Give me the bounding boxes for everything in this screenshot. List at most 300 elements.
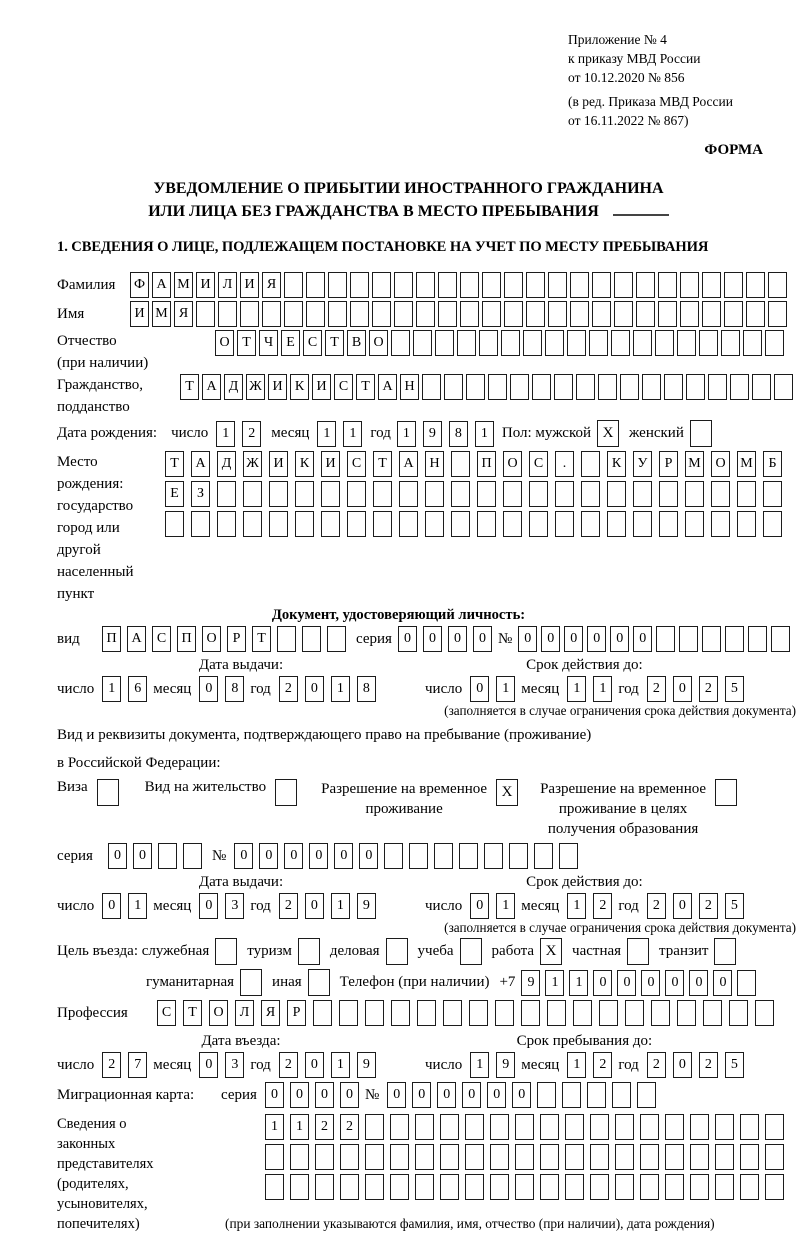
migration-number-box[interactable]: 0	[437, 1082, 456, 1108]
birth-place-char-box[interactable]	[269, 511, 288, 537]
temp-permit-box[interactable]: X	[496, 779, 518, 806]
representatives-char-box[interactable]	[365, 1114, 384, 1140]
profession-char-box[interactable]	[417, 1000, 436, 1026]
birth-place-char-box[interactable]	[451, 451, 470, 477]
migration-number-box[interactable]: 0	[387, 1082, 406, 1108]
citizenship-char-box[interactable]: К	[290, 374, 309, 400]
stay-year-box[interactable]: 2	[699, 1052, 718, 1078]
entry-day-box[interactable]: 7	[128, 1052, 147, 1078]
issue-day-box[interactable]: 0	[102, 893, 121, 919]
representatives-char-box[interactable]	[740, 1174, 759, 1200]
surname-char-box[interactable]: Л	[218, 272, 237, 298]
phone-digit-box[interactable]: 1	[569, 970, 588, 996]
profession-char-box[interactable]	[469, 1000, 488, 1026]
citizenship-char-box[interactable]: А	[378, 374, 397, 400]
name-char-box[interactable]	[636, 301, 655, 327]
birth-place-char-box[interactable]	[243, 511, 262, 537]
surname-char-box[interactable]: Я	[262, 272, 281, 298]
representatives-char-box[interactable]	[415, 1144, 434, 1170]
birth-place-char-box[interactable]	[737, 511, 756, 537]
surname-char-box[interactable]	[394, 272, 413, 298]
representatives-char-box[interactable]	[690, 1174, 709, 1200]
name-char-box[interactable]	[702, 301, 721, 327]
profession-char-box[interactable]: С	[157, 1000, 176, 1026]
doc-kind-char-box[interactable]: Т	[252, 626, 271, 652]
residence-number-box[interactable]: 0	[284, 843, 303, 869]
birth-place-char-box[interactable]	[477, 481, 496, 507]
issue-month-box[interactable]: 3	[225, 893, 244, 919]
profession-char-box[interactable]: О	[209, 1000, 228, 1026]
representatives-char-box[interactable]	[390, 1144, 409, 1170]
representatives-char-box[interactable]	[590, 1174, 609, 1200]
migration-number-box[interactable]	[612, 1082, 631, 1108]
doc-kind-char-box[interactable]: А	[127, 626, 146, 652]
citizenship-char-box[interactable]	[444, 374, 463, 400]
name-char-box[interactable]	[570, 301, 589, 327]
entry-year-box[interactable]: 9	[357, 1052, 376, 1078]
citizenship-char-box[interactable]: И	[268, 374, 287, 400]
entry-day-box[interactable]: 2	[102, 1052, 121, 1078]
doc-kind-char-box[interactable]	[302, 626, 321, 652]
citizenship-char-box[interactable]	[488, 374, 507, 400]
doc-kind-char-box[interactable]	[277, 626, 296, 652]
citizenship-char-box[interactable]: Т	[180, 374, 199, 400]
name-char-box[interactable]	[218, 301, 237, 327]
citizenship-char-box[interactable]: И	[312, 374, 331, 400]
representatives-char-box[interactable]	[290, 1174, 309, 1200]
representatives-char-box[interactable]	[615, 1114, 634, 1140]
doc-number-box[interactable]: 0	[518, 626, 537, 652]
patronymic-char-box[interactable]	[589, 330, 608, 356]
birth-place-char-box[interactable]	[451, 511, 470, 537]
name-char-box[interactable]	[724, 301, 743, 327]
birth-place-char-box[interactable]	[347, 511, 366, 537]
birth-place-char-box[interactable]: К	[607, 451, 626, 477]
representatives-char-box[interactable]: 2	[315, 1114, 334, 1140]
stay-month-box[interactable]: 2	[593, 1052, 612, 1078]
birth-place-char-box[interactable]	[529, 511, 548, 537]
birth-place-char-box[interactable]: Д	[217, 451, 236, 477]
expiry-year-box[interactable]: 5	[725, 893, 744, 919]
name-char-box[interactable]: М	[152, 301, 171, 327]
birth-place-char-box[interactable]	[425, 481, 444, 507]
profession-char-box[interactable]	[599, 1000, 618, 1026]
migration-series-box[interactable]: 0	[315, 1082, 334, 1108]
doc-number-box[interactable]	[656, 626, 675, 652]
patronymic-char-box[interactable]	[743, 330, 762, 356]
residence-number-box[interactable]	[459, 843, 478, 869]
birth-place-char-box[interactable]	[373, 481, 392, 507]
surname-char-box[interactable]	[482, 272, 501, 298]
residence-series-box[interactable]	[183, 843, 202, 869]
profession-char-box[interactable]	[573, 1000, 592, 1026]
migration-number-box[interactable]: 0	[512, 1082, 531, 1108]
representatives-char-box[interactable]	[765, 1114, 784, 1140]
patronymic-char-box[interactable]	[523, 330, 542, 356]
name-char-box[interactable]	[306, 301, 325, 327]
purpose-box[interactable]	[240, 969, 262, 996]
surname-char-box[interactable]	[570, 272, 589, 298]
residence-number-box[interactable]: 0	[259, 843, 278, 869]
profession-char-box[interactable]	[339, 1000, 358, 1026]
surname-char-box[interactable]	[592, 272, 611, 298]
representatives-char-box[interactable]	[490, 1114, 509, 1140]
birth-place-char-box[interactable]: А	[399, 451, 418, 477]
migration-series-box[interactable]: 0	[290, 1082, 309, 1108]
patronymic-char-box[interactable]	[677, 330, 696, 356]
birth-place-char-box[interactable]: Е	[165, 481, 184, 507]
birth-place-char-box[interactable]	[737, 481, 756, 507]
birth-place-char-box[interactable]: О	[711, 451, 730, 477]
visa-box[interactable]	[97, 779, 119, 806]
patronymic-char-box[interactable]	[655, 330, 674, 356]
name-char-box[interactable]	[394, 301, 413, 327]
name-char-box[interactable]	[526, 301, 545, 327]
issue-year-box[interactable]: 0	[305, 676, 324, 702]
migration-series-box[interactable]: 0	[340, 1082, 359, 1108]
expiry-day-box[interactable]: 1	[496, 676, 515, 702]
birth-place-char-box[interactable]	[191, 511, 210, 537]
entry-month-box[interactable]: 3	[225, 1052, 244, 1078]
birth-place-char-box[interactable]	[269, 481, 288, 507]
migration-number-box[interactable]	[537, 1082, 556, 1108]
expiry-year-box[interactable]: 5	[725, 676, 744, 702]
surname-char-box[interactable]	[372, 272, 391, 298]
representatives-char-box[interactable]	[515, 1144, 534, 1170]
expiry-year-box[interactable]: 2	[699, 893, 718, 919]
stay-year-box[interactable]: 5	[725, 1052, 744, 1078]
name-char-box[interactable]	[504, 301, 523, 327]
representatives-char-box[interactable]	[415, 1114, 434, 1140]
birth-place-char-box[interactable]	[685, 481, 704, 507]
issue-year-box[interactable]: 1	[331, 676, 350, 702]
purpose-box[interactable]: X	[540, 938, 562, 965]
citizenship-char-box[interactable]	[708, 374, 727, 400]
representatives-char-box[interactable]	[390, 1174, 409, 1200]
representatives-char-box[interactable]	[265, 1174, 284, 1200]
representatives-char-box[interactable]	[715, 1114, 734, 1140]
birth-year-box[interactable]: 1	[475, 421, 494, 447]
birth-day-box[interactable]: 1	[216, 421, 235, 447]
name-char-box[interactable]	[416, 301, 435, 327]
name-char-box[interactable]	[548, 301, 567, 327]
citizenship-char-box[interactable]	[642, 374, 661, 400]
surname-char-box[interactable]: М	[174, 272, 193, 298]
birth-place-char-box[interactable]	[659, 511, 678, 537]
birth-place-char-box[interactable]: М	[685, 451, 704, 477]
purpose-box[interactable]	[215, 938, 237, 965]
entry-year-box[interactable]: 0	[305, 1052, 324, 1078]
birth-place-char-box[interactable]: Ж	[243, 451, 262, 477]
profession-char-box[interactable]	[729, 1000, 748, 1026]
phone-digit-box[interactable]: 0	[713, 970, 732, 996]
name-char-box[interactable]	[438, 301, 457, 327]
citizenship-char-box[interactable]	[422, 374, 441, 400]
birth-place-char-box[interactable]: С	[347, 451, 366, 477]
surname-char-box[interactable]	[328, 272, 347, 298]
issue-month-box[interactable]: 8	[225, 676, 244, 702]
entry-year-box[interactable]: 2	[279, 1052, 298, 1078]
birth-place-char-box[interactable]	[295, 511, 314, 537]
representatives-char-box[interactable]	[540, 1114, 559, 1140]
representatives-char-box[interactable]	[465, 1114, 484, 1140]
doc-number-box[interactable]	[725, 626, 744, 652]
name-char-box[interactable]	[768, 301, 787, 327]
citizenship-char-box[interactable]	[554, 374, 573, 400]
birth-place-char-box[interactable]: С	[529, 451, 548, 477]
birth-place-char-box[interactable]	[503, 511, 522, 537]
representatives-char-box[interactable]	[765, 1144, 784, 1170]
name-char-box[interactable]	[240, 301, 259, 327]
purpose-box[interactable]	[714, 938, 736, 965]
citizenship-char-box[interactable]	[510, 374, 529, 400]
name-char-box[interactable]	[262, 301, 281, 327]
sex-male-box[interactable]: X	[597, 420, 619, 447]
name-char-box[interactable]	[680, 301, 699, 327]
representatives-char-box[interactable]	[640, 1144, 659, 1170]
birth-place-char-box[interactable]	[165, 511, 184, 537]
issue-year-box[interactable]: 1	[331, 893, 350, 919]
profession-char-box[interactable]	[495, 1000, 514, 1026]
birth-place-char-box[interactable]	[321, 511, 340, 537]
citizenship-char-box[interactable]	[752, 374, 771, 400]
phone-digit-box[interactable]: 0	[665, 970, 684, 996]
birth-place-char-box[interactable]	[503, 481, 522, 507]
purpose-box[interactable]	[627, 938, 649, 965]
purpose-box[interactable]	[460, 938, 482, 965]
birth-place-char-box[interactable]	[399, 481, 418, 507]
profession-char-box[interactable]: Л	[235, 1000, 254, 1026]
name-char-box[interactable]: И	[130, 301, 149, 327]
migration-number-box[interactable]	[587, 1082, 606, 1108]
expiry-month-box[interactable]: 1	[567, 893, 586, 919]
patronymic-char-box[interactable]	[633, 330, 652, 356]
patronymic-char-box[interactable]	[611, 330, 630, 356]
representatives-char-box[interactable]	[590, 1144, 609, 1170]
expiry-month-box[interactable]: 1	[593, 676, 612, 702]
migration-number-box[interactable]: 0	[462, 1082, 481, 1108]
residence-series-box[interactable]: 0	[133, 843, 152, 869]
sex-female-box[interactable]	[690, 420, 712, 447]
patronymic-char-box[interactable]	[435, 330, 454, 356]
representatives-char-box[interactable]	[565, 1144, 584, 1170]
migration-number-box[interactable]: 0	[412, 1082, 431, 1108]
phone-digit-box[interactable]: 0	[641, 970, 660, 996]
birth-place-char-box[interactable]: Б	[763, 451, 782, 477]
doc-series-box[interactable]: 0	[448, 626, 467, 652]
birth-place-char-box[interactable]: Т	[373, 451, 392, 477]
issue-month-box[interactable]: 0	[199, 893, 218, 919]
purpose-box[interactable]	[298, 938, 320, 965]
expiry-year-box[interactable]: 2	[647, 893, 666, 919]
name-char-box[interactable]	[592, 301, 611, 327]
birth-place-char-box[interactable]: Р	[659, 451, 678, 477]
profession-char-box[interactable]	[365, 1000, 384, 1026]
phone-digit-box[interactable]: 9	[521, 970, 540, 996]
patronymic-char-box[interactable]	[721, 330, 740, 356]
doc-series-box[interactable]: 0	[423, 626, 442, 652]
representatives-char-box[interactable]	[540, 1144, 559, 1170]
birth-place-char-box[interactable]	[711, 511, 730, 537]
representatives-char-box[interactable]	[665, 1114, 684, 1140]
expiry-month-box[interactable]: 2	[593, 893, 612, 919]
issue-year-box[interactable]: 9	[357, 893, 376, 919]
profession-char-box[interactable]	[521, 1000, 540, 1026]
surname-char-box[interactable]	[724, 272, 743, 298]
residence-number-box[interactable]: 0	[309, 843, 328, 869]
birth-place-char-box[interactable]: М	[737, 451, 756, 477]
representatives-char-box[interactable]: 2	[340, 1114, 359, 1140]
residence-number-box[interactable]	[559, 843, 578, 869]
migration-number-box[interactable]: 0	[487, 1082, 506, 1108]
stay-month-box[interactable]: 1	[567, 1052, 586, 1078]
name-char-box[interactable]: Я	[174, 301, 193, 327]
stay-year-box[interactable]: 2	[647, 1052, 666, 1078]
representatives-char-box[interactable]	[440, 1174, 459, 1200]
phone-digit-box[interactable]: 0	[593, 970, 612, 996]
residence-number-box[interactable]: 0	[334, 843, 353, 869]
issue-day-box[interactable]: 1	[128, 893, 147, 919]
profession-char-box[interactable]	[391, 1000, 410, 1026]
profession-char-box[interactable]	[755, 1000, 774, 1026]
birth-place-char-box[interactable]	[529, 481, 548, 507]
issue-year-box[interactable]: 2	[279, 893, 298, 919]
birth-place-char-box[interactable]	[763, 481, 782, 507]
name-char-box[interactable]	[482, 301, 501, 327]
profession-char-box[interactable]	[547, 1000, 566, 1026]
birth-year-box[interactable]: 8	[449, 421, 468, 447]
representatives-char-box[interactable]	[565, 1114, 584, 1140]
name-char-box[interactable]	[658, 301, 677, 327]
expiry-year-box[interactable]: 0	[673, 893, 692, 919]
name-char-box[interactable]	[284, 301, 303, 327]
issue-year-box[interactable]: 0	[305, 893, 324, 919]
surname-char-box[interactable]	[702, 272, 721, 298]
patronymic-char-box[interactable]	[699, 330, 718, 356]
expiry-month-box[interactable]: 1	[567, 676, 586, 702]
residence-number-box[interactable]	[484, 843, 503, 869]
doc-number-box[interactable]: 0	[541, 626, 560, 652]
patronymic-char-box[interactable]	[413, 330, 432, 356]
representatives-char-box[interactable]	[415, 1174, 434, 1200]
surname-char-box[interactable]	[636, 272, 655, 298]
doc-number-box[interactable]: 0	[564, 626, 583, 652]
name-char-box[interactable]	[460, 301, 479, 327]
entry-month-box[interactable]: 0	[199, 1052, 218, 1078]
patronymic-char-box[interactable]	[457, 330, 476, 356]
representatives-char-box[interactable]	[740, 1114, 759, 1140]
patronymic-char-box[interactable]: Т	[237, 330, 256, 356]
birth-place-char-box[interactable]	[581, 451, 600, 477]
representatives-char-box[interactable]	[515, 1174, 534, 1200]
phone-digit-box[interactable]: 1	[545, 970, 564, 996]
stay-day-box[interactable]: 1	[470, 1052, 489, 1078]
profession-char-box[interactable]	[313, 1000, 332, 1026]
birth-place-char-box[interactable]	[555, 481, 574, 507]
purpose-box[interactable]	[386, 938, 408, 965]
residence-number-box[interactable]: 0	[234, 843, 253, 869]
surname-char-box[interactable]	[614, 272, 633, 298]
doc-series-box[interactable]: 0	[473, 626, 492, 652]
doc-kind-char-box[interactable]: Р	[227, 626, 246, 652]
surname-char-box[interactable]	[438, 272, 457, 298]
surname-char-box[interactable]	[460, 272, 479, 298]
representatives-char-box[interactable]	[615, 1144, 634, 1170]
birth-place-char-box[interactable]	[373, 511, 392, 537]
migration-number-box[interactable]	[562, 1082, 581, 1108]
surname-char-box[interactable]	[746, 272, 765, 298]
citizenship-char-box[interactable]: Ж	[246, 374, 265, 400]
representatives-char-box[interactable]	[540, 1174, 559, 1200]
name-char-box[interactable]	[746, 301, 765, 327]
expiry-year-box[interactable]: 2	[699, 676, 718, 702]
surname-char-box[interactable]	[350, 272, 369, 298]
birth-place-char-box[interactable]	[763, 511, 782, 537]
birth-place-char-box[interactable]	[659, 481, 678, 507]
profession-char-box[interactable]: Р	[287, 1000, 306, 1026]
name-char-box[interactable]	[372, 301, 391, 327]
name-char-box[interactable]	[196, 301, 215, 327]
birth-place-char-box[interactable]	[295, 481, 314, 507]
issue-year-box[interactable]: 8	[357, 676, 376, 702]
edu-permit-box[interactable]	[715, 779, 737, 806]
issue-month-box[interactable]: 0	[199, 676, 218, 702]
citizenship-char-box[interactable]	[466, 374, 485, 400]
representatives-char-box[interactable]	[590, 1114, 609, 1140]
birth-place-char-box[interactable]: О	[503, 451, 522, 477]
residence-number-box[interactable]	[434, 843, 453, 869]
issue-day-box[interactable]: 6	[128, 676, 147, 702]
citizenship-char-box[interactable]	[620, 374, 639, 400]
entry-year-box[interactable]: 1	[331, 1052, 350, 1078]
birth-place-char-box[interactable]: И	[321, 451, 340, 477]
residence-permit-box[interactable]	[275, 779, 297, 806]
profession-char-box[interactable]	[677, 1000, 696, 1026]
migration-series-box[interactable]: 0	[265, 1082, 284, 1108]
surname-char-box[interactable]: И	[240, 272, 259, 298]
representatives-char-box[interactable]	[665, 1144, 684, 1170]
profession-char-box[interactable]	[651, 1000, 670, 1026]
birth-place-char-box[interactable]: П	[477, 451, 496, 477]
representatives-char-box[interactable]	[315, 1144, 334, 1170]
patronymic-char-box[interactable]: Е	[281, 330, 300, 356]
citizenship-char-box[interactable]: Н	[400, 374, 419, 400]
doc-series-box[interactable]: 0	[398, 626, 417, 652]
doc-kind-char-box[interactable]: П	[102, 626, 121, 652]
issue-year-box[interactable]: 2	[279, 676, 298, 702]
representatives-char-box[interactable]	[315, 1174, 334, 1200]
patronymic-char-box[interactable]: О	[215, 330, 234, 356]
representatives-char-box[interactable]	[365, 1174, 384, 1200]
representatives-char-box[interactable]	[565, 1174, 584, 1200]
birth-place-char-box[interactable]	[347, 481, 366, 507]
birth-place-char-box[interactable]	[685, 511, 704, 537]
birth-place-char-box[interactable]	[477, 511, 496, 537]
representatives-char-box[interactable]	[715, 1174, 734, 1200]
patronymic-char-box[interactable]: С	[303, 330, 322, 356]
citizenship-char-box[interactable]	[664, 374, 683, 400]
birth-place-char-box[interactable]: У	[633, 451, 652, 477]
phone-digit-box[interactable]: 0	[689, 970, 708, 996]
patronymic-char-box[interactable]	[391, 330, 410, 356]
birth-day-box[interactable]: 2	[242, 421, 261, 447]
surname-char-box[interactable]: Ф	[130, 272, 149, 298]
representatives-char-box[interactable]	[465, 1174, 484, 1200]
representatives-char-box[interactable]	[665, 1174, 684, 1200]
birth-place-char-box[interactable]: И	[269, 451, 288, 477]
patronymic-char-box[interactable]: Т	[325, 330, 344, 356]
birth-place-char-box[interactable]	[633, 481, 652, 507]
